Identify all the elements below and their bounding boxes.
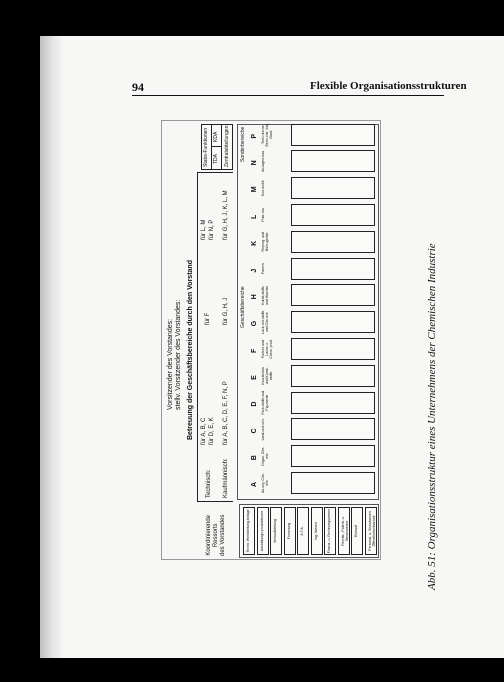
- business-unit-column: [291, 177, 375, 199]
- group-label-gh: Geschäftsbereiche: [240, 286, 246, 328]
- business-unit-letter: F: [251, 348, 258, 353]
- technical-label: Technisch:: [206, 469, 212, 498]
- comm-col1: für A, B, C, D, E, F, N, P: [223, 381, 229, 445]
- figure-caption: Abb. 51: Organisationsstruktur eines Unternehmens der Chemischen Industrie: [426, 243, 438, 590]
- tech-col3-line2: für N, P: [209, 219, 215, 240]
- coord-title-line1: Koordinierende: [206, 514, 212, 556]
- tech-col2: für F: [205, 312, 211, 325]
- supervision-title: Betreuung der Geschäftsbereiche durch den Vorstand: [187, 260, 194, 440]
- business-unit-column: [291, 204, 375, 226]
- business-unit-letter: K: [251, 240, 258, 246]
- supervision-bracket-right: [197, 172, 233, 173]
- business-unit-desc: Farben und Lacke u. Chem. prod.: [261, 339, 273, 359]
- coord-item: Verkaufsleitung: [270, 507, 282, 555]
- business-unit-desc: Phar-ma: [261, 208, 265, 222]
- business-unit-desc: Land-wirt-sch.: [261, 418, 265, 441]
- central-departments: Zentralabteilungen: [224, 125, 230, 167]
- coord-title-line3: des Vorstandes: [220, 514, 226, 556]
- business-unit-letter: G: [251, 320, 258, 327]
- business-unit-letter: M: [251, 186, 258, 193]
- tech-col1-line2: für D, E, K: [209, 417, 215, 445]
- org-chart: [161, 120, 381, 560]
- staff-tda: TDA: [213, 154, 219, 164]
- business-unit-letter: N: [251, 160, 258, 166]
- business-unit-desc: An-org. Che-mie: [261, 472, 269, 494]
- business-unit-column: [291, 472, 375, 494]
- business-unit-letter: C: [251, 428, 258, 434]
- coord-item: Personal- u. Sozialwesen Öffentlichkeitsarbeit: [365, 507, 377, 555]
- coord-item: Finanz- u. Rechnungswesen: [324, 507, 336, 555]
- staff-kda: KDA: [213, 131, 219, 142]
- coord-item: Ing.-Wesen: [311, 507, 323, 555]
- business-unit-column: [291, 445, 375, 467]
- business-unit-column: [291, 231, 375, 253]
- commercial-label: Kaufmännisch:: [223, 458, 229, 498]
- coord-item: Einkauf: [351, 507, 363, 555]
- header-rule: [132, 95, 444, 96]
- tech-col1-line1: für A, B, C: [201, 417, 207, 445]
- business-unit-desc: Reprog. und Büro-geräte: [261, 232, 269, 252]
- business-unit-column: [291, 418, 375, 440]
- board-chairman-label: Vorsitzender des Vorstandes:: [167, 318, 174, 410]
- coord-item: Rechts-, Patent- u. Steuerwesen: [338, 507, 350, 555]
- page-number: 94: [132, 80, 144, 94]
- comm-col3: für G, H, J, K, L, M: [223, 190, 229, 240]
- business-unit-desc: Fasern: [261, 263, 265, 275]
- business-unit-column: [291, 365, 375, 387]
- supervision-bracket-top: [197, 172, 198, 502]
- business-unit-column: [291, 311, 375, 333]
- coord-title-line2: Ressorts: [213, 523, 219, 548]
- business-unit-desc: Organ. Che-mie: [261, 446, 269, 466]
- business-unit-desc: Lack-roh-stoffe und Che-mie: [261, 310, 269, 334]
- tech-col3-line1: für L, M: [201, 219, 207, 240]
- business-unit-desc: Kau-tschuk und Kunst-stoffe: [261, 367, 273, 385]
- business-unit-column: [291, 124, 375, 146]
- coord-item: Techn. Werksleitung Anlage: [243, 507, 255, 555]
- business-unit-desc: Kos-metik: [261, 180, 265, 196]
- business-unit-letter: H: [251, 294, 258, 300]
- business-unit-desc: An-lagen-bau: [261, 150, 265, 172]
- business-unit-desc: Tech-nische Berei-che, Ind., Gase: [261, 122, 273, 147]
- coord-item: A.T.A.: [297, 507, 309, 555]
- business-unit-letter: J: [251, 268, 258, 273]
- business-unit-column: [291, 284, 375, 306]
- business-unit-column: [291, 150, 375, 172]
- coord-title: [206, 515, 227, 556]
- staff-divider-1: [211, 124, 212, 170]
- business-unit-letter: P: [251, 133, 258, 139]
- group-label-np: Sonderbereiche: [240, 126, 246, 162]
- coord-item: Forschung: [284, 507, 296, 555]
- business-unit-column: [291, 392, 375, 414]
- business-unit-letter: B: [251, 455, 258, 461]
- business-unit-desc: Kunst-stoffe und Wachse: [261, 285, 269, 306]
- business-unit-column: [291, 258, 375, 280]
- business-unit-letter: L: [251, 214, 258, 219]
- staff-divider-3: [221, 124, 222, 170]
- coord-item: Ausbildungs-produktionen: [257, 507, 269, 555]
- staff-functions-title: Stabs-Funktionen: [203, 127, 209, 167]
- staff-divider-2: [211, 146, 221, 147]
- comm-col2: für G, H, J: [223, 297, 229, 325]
- book-spine: [40, 36, 62, 658]
- page-header-title: Flexible Organisationsstrukturen: [310, 80, 467, 92]
- business-unit-letter: E: [251, 375, 258, 380]
- business-unit-letter: A: [251, 481, 258, 487]
- business-unit-column: [291, 338, 375, 360]
- business-unit-letter: D: [251, 401, 258, 407]
- supervision-bracket-left: [197, 501, 233, 502]
- business-unit-desc: Farb-stoffe und Pig-mente: [261, 390, 269, 415]
- board-vice-chairman-label: stellv. Vorsitzender des Vorstandes:: [175, 299, 182, 410]
